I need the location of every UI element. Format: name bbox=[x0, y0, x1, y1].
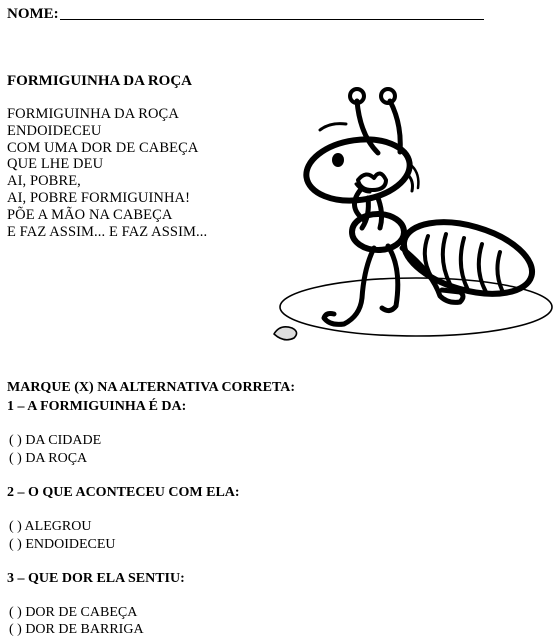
ant-icon bbox=[260, 80, 554, 350]
poem-title: FORMIGUINHA DA ROÇA bbox=[7, 73, 193, 89]
poem-line: ENDOIDECEU bbox=[7, 122, 102, 139]
poem-line: AI, POBRE, bbox=[7, 173, 81, 190]
answer-option[interactable]: ( ) ALEGROU bbox=[9, 519, 92, 534]
poem-body bbox=[7, 106, 207, 240]
answer-option[interactable]: ( ) DOR DE CABEÇA bbox=[9, 605, 138, 620]
name-label: NOME: bbox=[7, 6, 59, 22]
question-title: 2 – O QUE ACONTECEU COM ELA: bbox=[7, 485, 240, 500]
answer-option[interactable]: ( ) DOR DE BARRIGA bbox=[9, 622, 144, 637]
answer-option[interactable]: ( ) DA CIDADE bbox=[9, 433, 102, 448]
question-title: 1 – A FORMIGUINHA É DA: bbox=[7, 399, 187, 414]
answer-option[interactable]: ( ) ENDOIDECEU bbox=[9, 537, 116, 552]
poem-line: FORMIGUINHA DA ROÇA bbox=[7, 106, 179, 122]
poem-line: QUE LHE DEU bbox=[7, 156, 104, 173]
question-title: 3 – QUE DOR ELA SENTIU: bbox=[7, 571, 185, 586]
poem-line: E FAZ ASSIM... E FAZ ASSIM... bbox=[7, 223, 208, 240]
poem-line: PÕE A MÃO NA CABEÇA bbox=[7, 206, 173, 223]
poem-line: AI, POBRE FORMIGUINHA! bbox=[7, 189, 191, 206]
exercise-instruction: MARQUE (X) NA ALTERNATIVA CORRETA: bbox=[7, 380, 296, 395]
name-field-line[interactable] bbox=[60, 19, 484, 20]
poem-line: COM UMA DOR DE CABEÇA bbox=[7, 139, 199, 156]
answer-option[interactable]: ( ) DA ROÇA bbox=[9, 451, 88, 466]
